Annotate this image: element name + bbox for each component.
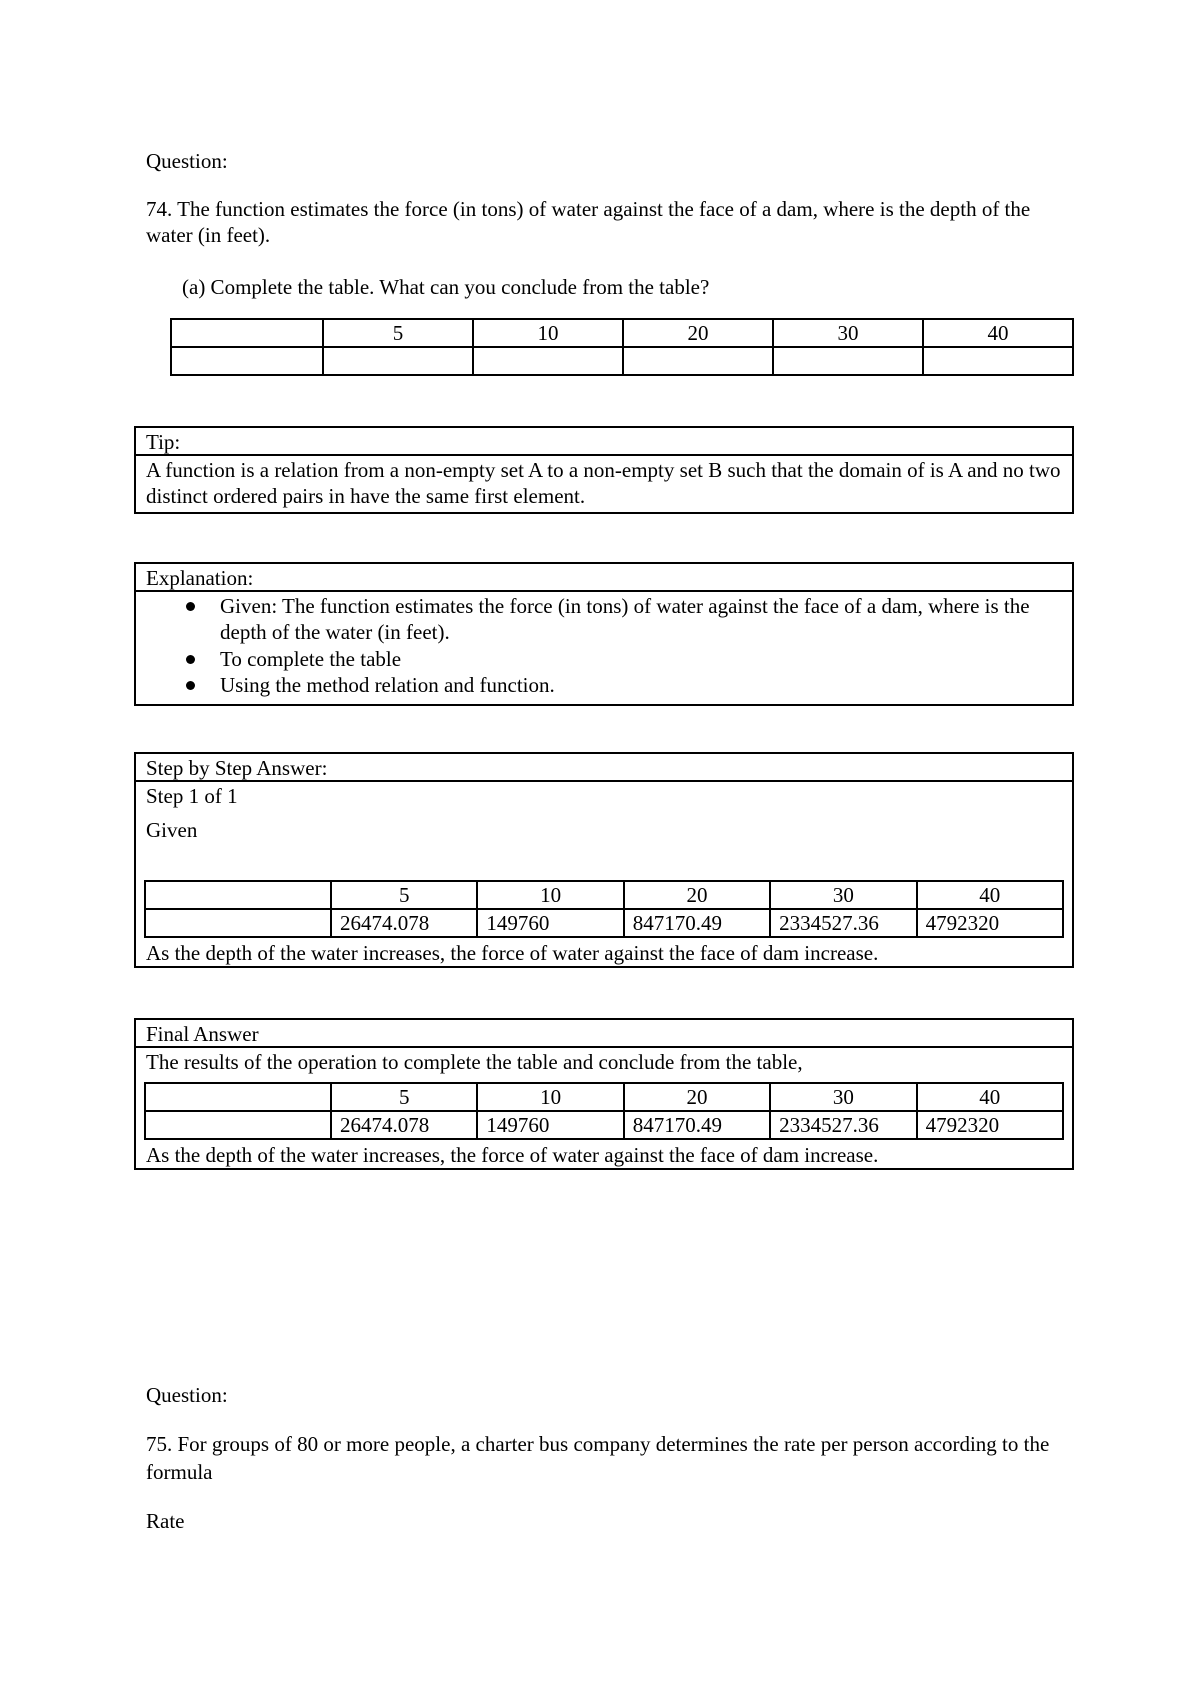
table-header-row <box>145 881 1063 909</box>
table-row <box>145 1111 1063 1139</box>
explanation-list <box>146 593 1062 698</box>
table-cell: 40 <box>917 1083 1063 1111</box>
list-item: To complete the table <box>220 646 1062 672</box>
table-cell: 5 <box>323 319 473 347</box>
list-item: Using the method relation and function. <box>220 672 1062 698</box>
table-header-row <box>171 319 1073 347</box>
table-cell <box>773 347 923 375</box>
table-cell: 10 <box>477 1083 623 1111</box>
question-74-label: Question: <box>146 149 228 173</box>
table-cell: 5 <box>331 881 477 909</box>
table-cell <box>323 347 473 375</box>
table-cell: 5 <box>331 1083 477 1111</box>
tip-text: A function is a relation from a non-empty set A to a non-empty set B such that the domain of is A and no two distinct ordered pairs in have the same first element. <box>146 458 1061 509</box>
table-cell: 10 <box>477 881 623 909</box>
question-75-rate: Rate <box>146 1509 185 1533</box>
table-cell: 10 <box>473 319 623 347</box>
table-cell <box>171 347 323 375</box>
table-cell: 847170.49 <box>624 1111 770 1139</box>
step-conclusion: As the depth of the water increases, the force of water against the face of dam increase. <box>146 941 879 965</box>
final-answer-intro: The results of the operation to complete the table and conclude from the table, <box>146 1050 803 1074</box>
table-cell: 40 <box>923 319 1073 347</box>
list-item: Given: The function estimates the force (in tons) of water against the face of a dam, where is the depth of the water (in feet). <box>220 593 1062 646</box>
table-cell <box>145 1083 331 1111</box>
table-cell: 30 <box>773 319 923 347</box>
table-cell: 20 <box>624 1083 770 1111</box>
table-cell: 149760 <box>477 909 623 937</box>
table-header-row <box>145 1083 1063 1111</box>
question-74-table <box>170 318 1074 376</box>
table-cell: 26474.078 <box>331 909 477 937</box>
step-answer-table <box>144 880 1064 938</box>
table-cell: 20 <box>624 881 770 909</box>
final-answer-table <box>144 1082 1064 1140</box>
table-cell <box>145 881 331 909</box>
question-75-text: 75. For groups of 80 or more people, a charter bus company determines the rate per person according to the formula <box>146 1432 1050 1484</box>
explanation-title: Explanation: <box>136 564 1072 592</box>
table-cell: 40 <box>917 881 1063 909</box>
table-cell: 20 <box>623 319 773 347</box>
step-by-step-title: Step by Step Answer: <box>136 754 1072 782</box>
table-cell: 4792320 <box>917 909 1063 937</box>
table-cell: 4792320 <box>917 1111 1063 1139</box>
table-cell: 26474.078 <box>331 1111 477 1139</box>
table-cell: 2334527.36 <box>770 909 916 937</box>
question-74-part-a: (a) Complete the table. What can you conclude from the table? <box>182 275 710 299</box>
step-label: Step 1 of 1 <box>146 784 238 808</box>
table-cell <box>171 319 323 347</box>
tip-box <box>134 426 1074 514</box>
table-cell: 2334527.36 <box>770 1111 916 1139</box>
table-cell: 30 <box>770 1083 916 1111</box>
table-cell <box>923 347 1073 375</box>
table-cell: 30 <box>770 881 916 909</box>
table-cell <box>145 1111 331 1139</box>
final-answer-title: Final Answer <box>136 1020 1072 1048</box>
tip-title: Tip: <box>136 428 1072 456</box>
table-cell <box>473 347 623 375</box>
table-cell: 847170.49 <box>624 909 770 937</box>
question-75-label: Question: <box>146 1383 228 1407</box>
given-label: Given <box>146 818 198 843</box>
table-row <box>145 909 1063 937</box>
explanation-box <box>134 562 1074 706</box>
table-cell: 149760 <box>477 1111 623 1139</box>
question-74-text: 74. The function estimates the force (in tons) of water against the face of a dam, where is the depth of the water (in feet). <box>146 197 1031 248</box>
table-cell <box>623 347 773 375</box>
table-cell <box>145 909 331 937</box>
table-row <box>171 347 1073 375</box>
final-conclusion: As the depth of the water increases, the force of water against the face of dam increase. <box>146 1143 879 1167</box>
